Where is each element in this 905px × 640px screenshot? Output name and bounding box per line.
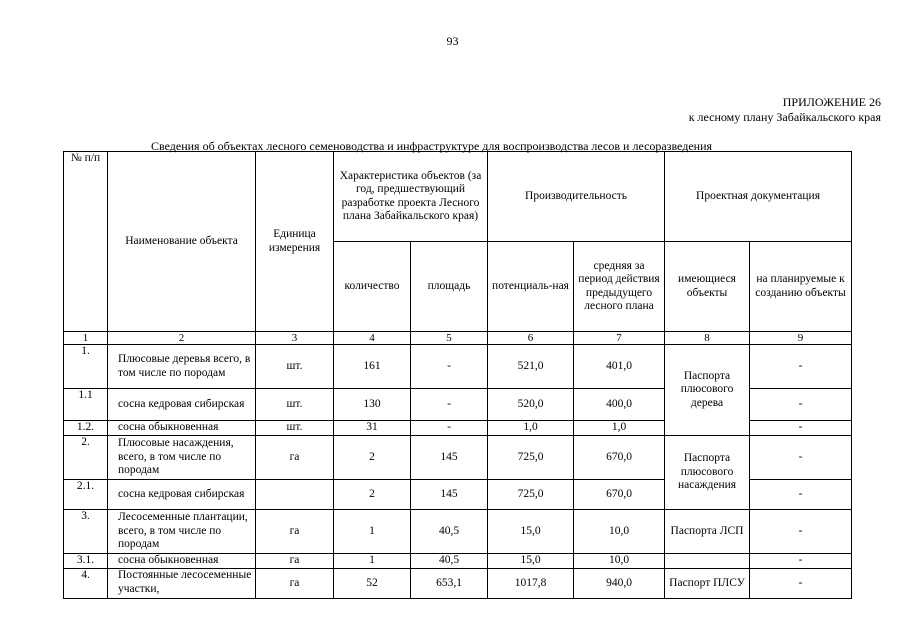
row-unit	[256, 480, 334, 510]
header-quantity: количество	[334, 242, 411, 332]
row-quantity: 31	[334, 421, 411, 436]
row-average: 670,0	[574, 436, 665, 480]
row-potential: 725,0	[488, 436, 574, 480]
column-number: 6	[488, 332, 574, 345]
header-name: Наименование объекта	[108, 152, 256, 332]
row-average: 940,0	[574, 569, 665, 599]
table-row	[64, 345, 852, 389]
page-number: 93	[446, 34, 459, 48]
row-potential: 1,0	[488, 421, 574, 436]
row-num: 3.1.	[64, 554, 108, 569]
appendix-header	[689, 95, 881, 125]
row-quantity: 2	[334, 480, 411, 510]
row-area: -	[411, 421, 488, 436]
row-quantity: 1	[334, 510, 411, 554]
header-num: № п/п	[64, 152, 108, 332]
row-num: 1.	[64, 345, 108, 389]
row-name: сосна кедровая сибирская	[108, 389, 256, 421]
header-average: средняя за период действия предыдущего лесного плана	[574, 242, 665, 332]
row-average: 401,0	[574, 345, 665, 389]
row-area: -	[411, 345, 488, 389]
column-number: 8	[665, 332, 750, 345]
row-planned: -	[750, 345, 852, 389]
row-num: 1.2.	[64, 421, 108, 436]
column-number: 2	[108, 332, 256, 345]
row-average: 400,0	[574, 389, 665, 421]
row-unit: шт.	[256, 345, 334, 389]
seed-objects-table	[63, 151, 852, 599]
row-name: сосна обыкновенная	[108, 554, 256, 569]
appendix-subtitle: к лесному плану Забайкальского края	[688, 110, 881, 124]
header-area: площадь	[411, 242, 488, 332]
row-area: 145	[411, 480, 488, 510]
row-unit: га	[256, 436, 334, 480]
row-potential: 725,0	[488, 480, 574, 510]
row-planned: -	[750, 389, 852, 421]
row-existing: Паспорта плюсового насаждения	[665, 436, 750, 510]
table-row	[64, 569, 852, 599]
row-area: 40,5	[411, 554, 488, 569]
row-num: 1.1	[64, 389, 108, 421]
table-row	[64, 554, 852, 569]
row-quantity: 1	[334, 554, 411, 569]
row-quantity: 52	[334, 569, 411, 599]
row-unit: шт.	[256, 389, 334, 421]
row-existing: Паспорт ПЛСУ	[665, 569, 750, 599]
column-number: 9	[750, 332, 852, 345]
row-existing: Паспорта плюсового дерева	[665, 345, 750, 436]
column-number: 4	[334, 332, 411, 345]
column-number: 7	[574, 332, 665, 345]
row-unit: га	[256, 554, 334, 569]
row-potential: 521,0	[488, 345, 574, 389]
row-planned: -	[750, 421, 852, 436]
row-num: 2.1.	[64, 480, 108, 510]
row-area: 40,5	[411, 510, 488, 554]
table-row	[64, 436, 852, 480]
header-unit: Единица измерения	[256, 152, 334, 332]
header-existing: имеющиеся объекты	[665, 242, 750, 332]
row-planned: -	[750, 436, 852, 480]
row-quantity: 161	[334, 345, 411, 389]
row-average: 670,0	[574, 480, 665, 510]
row-average: 1,0	[574, 421, 665, 436]
row-average: 10,0	[574, 554, 665, 569]
row-unit: га	[256, 510, 334, 554]
table-row	[64, 510, 852, 554]
header-planned: на планируемые к созданию объекты	[750, 242, 852, 332]
row-name: Плюсовые насаждения, всего, в том числе по породам	[108, 436, 256, 480]
row-potential: 15,0	[488, 554, 574, 569]
row-area: 653,1	[411, 569, 488, 599]
row-planned: -	[750, 554, 852, 569]
row-area: 145	[411, 436, 488, 480]
row-planned: -	[750, 480, 852, 510]
row-name: Лесосеменные плантации, всего, в том числе по породам	[108, 510, 256, 554]
row-name: Плюсовые деревья всего, в том числе по породам	[108, 345, 256, 389]
row-average: 10,0	[574, 510, 665, 554]
row-unit: шт.	[256, 421, 334, 436]
header-productivity: Производительность	[488, 152, 665, 242]
row-quantity: 130	[334, 389, 411, 421]
row-unit: га	[256, 569, 334, 599]
row-existing	[665, 554, 750, 569]
row-area: -	[411, 389, 488, 421]
header-project-docs: Проектная документация	[665, 152, 852, 242]
row-name: Постоянные лесосеменные участки,	[108, 569, 256, 599]
row-name: сосна обыкновенная	[108, 421, 256, 436]
row-quantity: 2	[334, 436, 411, 480]
row-potential: 15,0	[488, 510, 574, 554]
row-existing: Паспорта ЛСП	[665, 510, 750, 554]
row-num: 3.	[64, 510, 108, 554]
header-potential: потенциаль-ная	[488, 242, 574, 332]
header-characteristics: Характеристика объектов (за год, предшествующий разработке проекта Лесного плана Забайкальского края)	[334, 152, 488, 242]
column-number-row	[64, 332, 852, 345]
row-potential: 520,0	[488, 389, 574, 421]
column-number: 5	[411, 332, 488, 345]
row-name: сосна кедровая сибирская	[108, 480, 256, 510]
column-number: 3	[256, 332, 334, 345]
row-planned: -	[750, 569, 852, 599]
row-potential: 1017,8	[488, 569, 574, 599]
row-num: 4.	[64, 569, 108, 599]
appendix-title: ПРИЛОЖЕНИЕ 26	[782, 95, 881, 109]
column-number: 1	[64, 332, 108, 345]
row-planned: -	[750, 510, 852, 554]
row-num: 2.	[64, 436, 108, 480]
table-title: Сведения об объектах лесного семеноводства и инфраструктуре для воспроизводства лесов и лесоразведения	[151, 139, 713, 153]
